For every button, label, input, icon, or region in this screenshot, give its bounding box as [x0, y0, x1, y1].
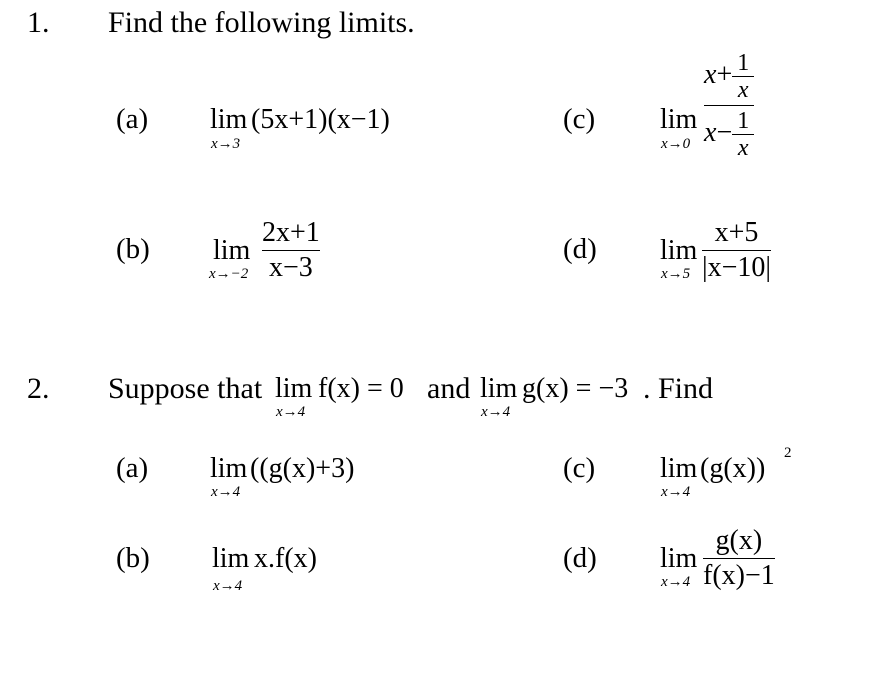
q1-c-fraction: [704, 50, 754, 161]
q2-b-label: (b): [116, 542, 150, 574]
q1-c-subscript: x→0: [661, 136, 691, 152]
q1-c-denominator: x− $\frac{1}{x}$: [704, 108, 754, 161]
q1-a-label: (a): [116, 103, 149, 135]
q2-a-expression: ((g(x)+3): [250, 453, 355, 484]
q1-d-lim: lim: [660, 235, 698, 266]
q1-a-expression: (5x+1)(x−1): [251, 104, 390, 135]
q1-d-fraction-bar: [702, 250, 771, 251]
q1-d-fraction: [702, 218, 771, 283]
q1-d-numerator: x+5: [714, 217, 759, 248]
q1-b-fraction-bar: [262, 250, 320, 251]
q2-find-text: . Find: [643, 372, 714, 405]
q2-a-label: (a): [116, 452, 149, 484]
question-1-number: 1.: [27, 6, 50, 39]
q2-b-lim: lim: [212, 543, 250, 574]
q2-cond2-expression: g(x) = −3: [522, 373, 629, 404]
q2-a-subscript: x→4: [211, 484, 241, 500]
q2-b-expression: x.f(x): [254, 543, 317, 574]
q2-d-numerator: g(x): [715, 525, 763, 556]
q2-d-subscript: x→4: [661, 574, 691, 590]
q2-d-denominator: f(x)−1: [703, 560, 775, 591]
q2-cond2-subscript: x→4: [481, 404, 511, 420]
q1-a-subscript: x→3: [211, 136, 241, 152]
q2-cond1-expression: f(x) = 0: [318, 373, 404, 404]
q1-c-label: (c): [563, 103, 596, 135]
q2-a-lim: lim: [210, 453, 248, 484]
q2-c-expression: (g(x)): [700, 453, 766, 484]
q1-c-numerator: x+ $\frac{1}{x}$: [704, 50, 754, 103]
q1-b-label: (b): [116, 233, 150, 265]
q1-d-label: (d): [563, 233, 597, 265]
q2-c-subscript: x→4: [661, 484, 691, 500]
q2-d-lim: lim: [660, 543, 698, 574]
q1-d-denominator: |x−10|: [702, 252, 772, 283]
q2-b-subscript: x→4: [213, 578, 243, 594]
q2-d-fraction-bar: [703, 558, 775, 559]
q2-and-word: and: [427, 372, 471, 405]
q2-c-lim: lim: [660, 453, 698, 484]
q1-b-numerator: 2x+1: [262, 217, 320, 248]
q2-cond1-lim: lim: [275, 373, 313, 404]
q2-cond2-lim: lim: [480, 373, 518, 404]
question-1-prompt: Find the following limits.: [108, 6, 415, 39]
q1-d-subscript: x→5: [661, 266, 691, 282]
q2-c-label: (c): [563, 452, 596, 484]
q2-d-label: (d): [563, 542, 597, 574]
q1-c-lim: lim: [660, 104, 698, 135]
q2-cond1-subscript: x→4: [276, 404, 306, 420]
q1-b-denominator: x−3: [269, 252, 313, 283]
q1-c-fraction-bar: [704, 105, 754, 106]
q1-b-subscript: x→−2: [209, 266, 249, 282]
q2-d-fraction: [703, 526, 775, 591]
question-2-number: 2.: [27, 372, 50, 405]
question-2-prefix: Suppose that: [108, 372, 263, 405]
q1-a-lim: lim: [210, 104, 248, 135]
q1-b-lim: lim: [213, 235, 251, 266]
q2-c-exponent: 2: [784, 445, 792, 461]
q1-b-fraction: [262, 218, 320, 283]
